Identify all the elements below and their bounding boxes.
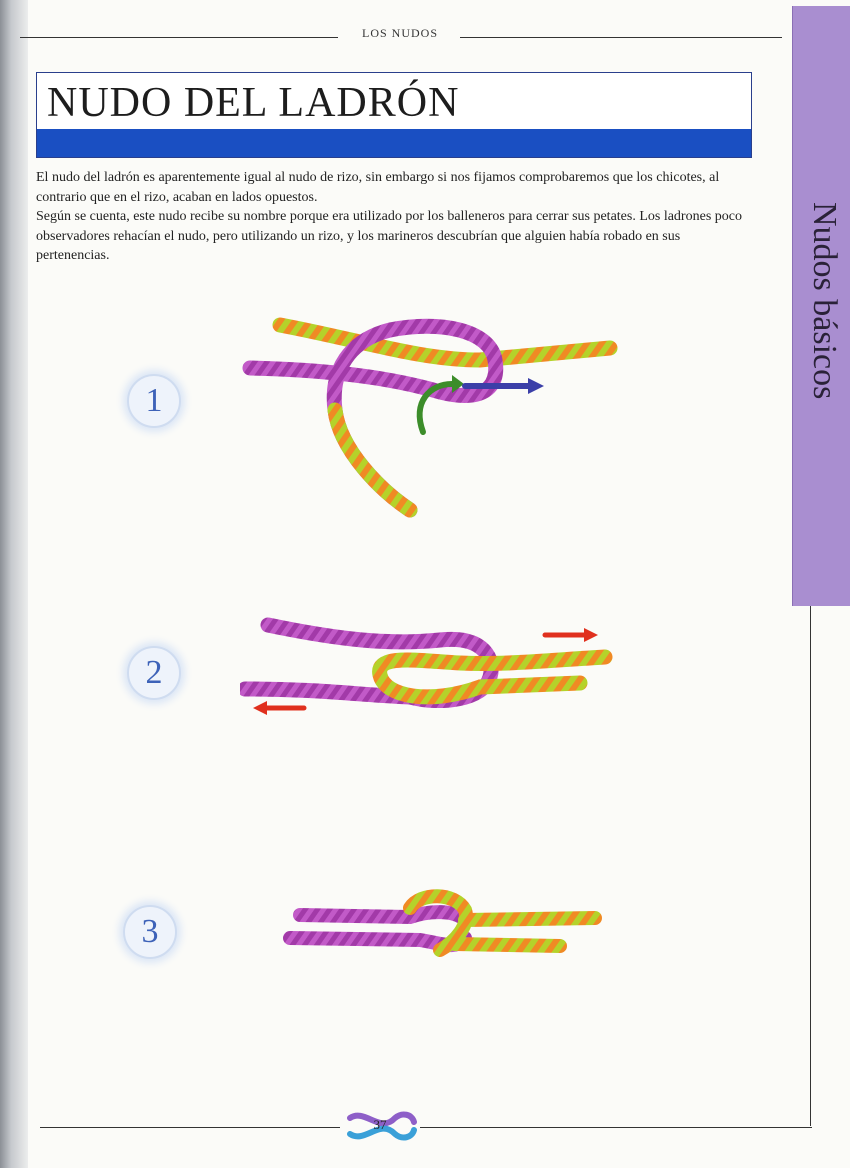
purple-rope-upper bbox=[300, 912, 465, 920]
step-2-illustration bbox=[240, 605, 620, 745]
right-arrow-head bbox=[584, 628, 598, 642]
step-number-3: 3 bbox=[123, 905, 177, 959]
step-1-illustration bbox=[240, 300, 630, 530]
left-arrow-head bbox=[253, 701, 267, 715]
header-rule-right bbox=[460, 37, 782, 38]
right-arrow-head bbox=[528, 378, 544, 394]
step-3-illustration bbox=[280, 880, 610, 980]
running-header bbox=[20, 22, 800, 48]
side-rule bbox=[810, 606, 811, 1126]
intro-paragraph-1: El nudo del ladrón es aparentemente igual al nudo de rizo, sin embargo si nos fijamos comprobaremos que los chicotes, al contrario que en el rizo, acaban en lados opuestos. bbox=[36, 170, 720, 205]
footer-rule-right bbox=[420, 1127, 812, 1128]
book-spine-shadow bbox=[0, 0, 28, 1168]
title-box bbox=[36, 72, 752, 158]
orange-rope-upper bbox=[465, 918, 595, 920]
step-number-2: 2 bbox=[127, 646, 181, 700]
title-accent-bar bbox=[37, 129, 751, 157]
section-tab-label: Nudos básicos bbox=[806, 202, 843, 400]
intro-text bbox=[36, 168, 756, 266]
header-rule-left bbox=[20, 37, 338, 38]
orange-rope-lower bbox=[455, 944, 560, 946]
footer-rule-left bbox=[40, 1127, 340, 1128]
section-side-tab bbox=[792, 6, 850, 606]
running-title: LOS NUDOS bbox=[361, 26, 438, 40]
page-title: NUDO DEL LADRÓN bbox=[47, 80, 460, 126]
page-number: 37 bbox=[373, 1117, 387, 1132]
intro-paragraph-2: Según se cuenta, este nudo recibe su nombre porque era utilizado por los balleneros para cerrar sus petates. Los ladrones poco observadores rehacían el nudo, pero utilizando un rizo, y los marineros descubrían que alguien había robado en sus pertenencias. bbox=[36, 209, 742, 263]
orange-rope-end bbox=[335, 410, 410, 510]
step-number-1: 1 bbox=[127, 374, 181, 428]
